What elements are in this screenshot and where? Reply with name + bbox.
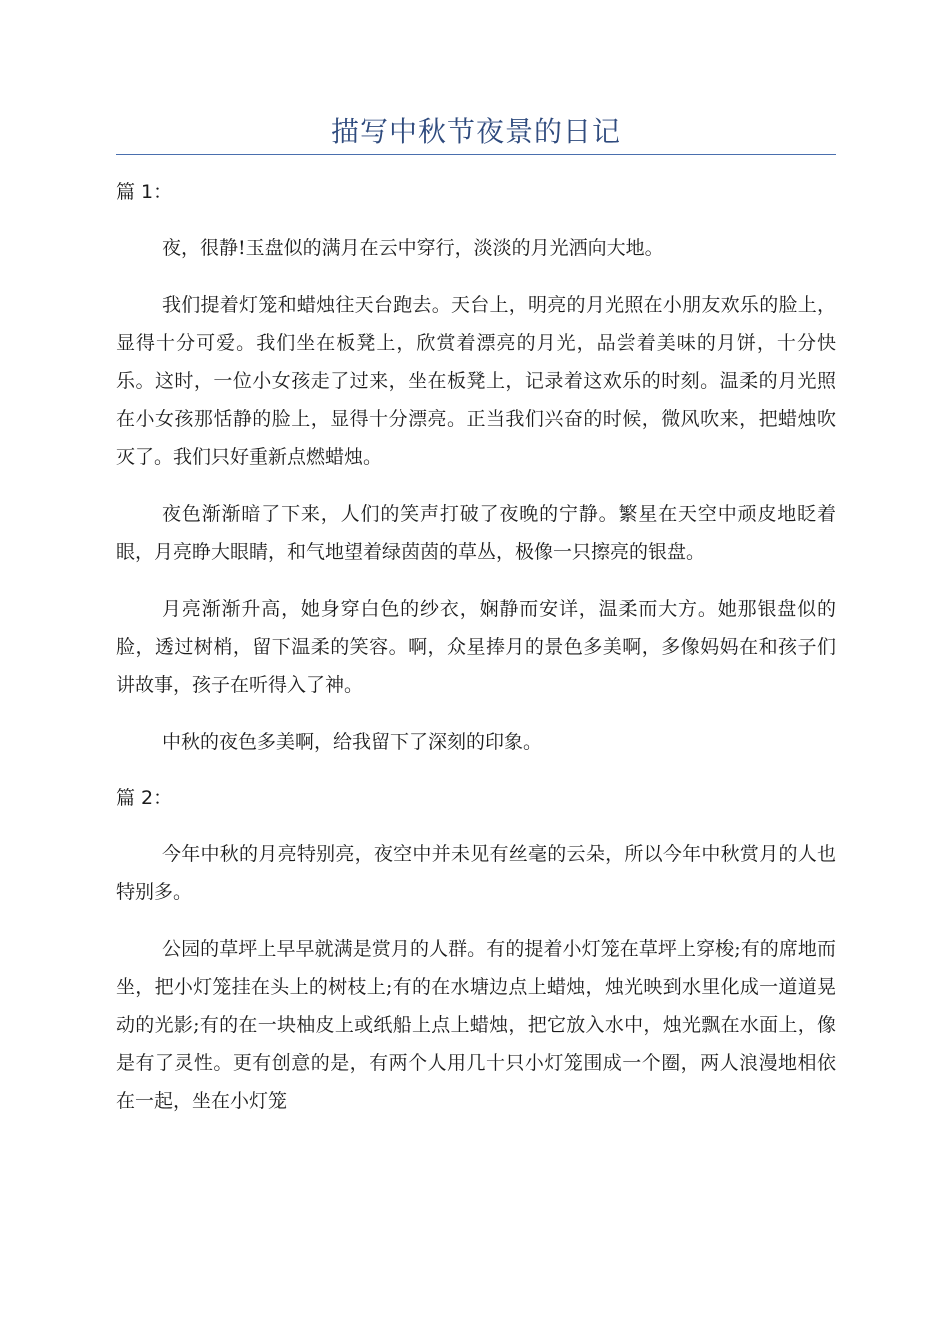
paragraph: 月亮渐渐升高，她身穿白色的纱衣，娴静而安详，温柔而大方。她那银盘似的脸，透过树梢，留下温柔的笑容。啊，众星捧月的景色多美啊，多像妈妈在和孩子们讲故事，孩子在听得入了神。 xyxy=(116,598,836,696)
paragraph: 中秋的夜色多美啊，给我留下了深刻的印象。 xyxy=(162,731,543,753)
paragraph: 夜色渐渐暗了下来，人们的笑声打破了夜晚的宁静。繁星在天空中顽皮地眨着眼，月亮睁大眼睛，和气地望着绿茵茵的草丛，极像一只擦亮的银盘。 xyxy=(116,503,836,563)
paragraph: 夜，很静!玉盘似的满月在云中穿行，淡淡的月光洒向大地。 xyxy=(162,237,664,259)
section-1 xyxy=(116,174,836,761)
section-2 xyxy=(116,780,836,1120)
paragraph: 我们提着灯笼和蜡烛往天台跑去。天台上，明亮的月光照在小朋友欢乐的脸上，显得十分可爱。我们坐在板凳上，欣赏着漂亮的月光，品尝着美味的月饼，十分快乐。这时，一位小女孩走了过来，坐在板凳上，记录着这欢乐的时刻。温柔的月光照在小女孩那恬静的脸上，显得十分漂亮。正当我们兴奋的时候，微风吹来，把蜡烛吹灭了。我们只好重新点燃蜡烛。 xyxy=(116,294,836,468)
section-heading: 篇 2： xyxy=(116,787,173,809)
title-underline xyxy=(116,154,836,155)
document-body xyxy=(116,174,836,1139)
document-title: 描写中秋节夜景的日记 xyxy=(330,115,621,148)
paragraph: 今年中秋的月亮特别亮，夜空中并未见有丝毫的云朵，所以今年中秋赏月的人也特别多。 xyxy=(116,843,836,903)
section-heading: 篇 1： xyxy=(116,181,173,203)
paragraph: 公园的草坪上早早就满是赏月的人群。有的提着小灯笼在草坪上穿梭;有的席地而坐，把小灯笼挂在头上的树枝上;有的在水塘边点上蜡烛，烛光映到水里化成一道道晃动的光影;有的在一块柚皮上或纸船上点上蜡烛，把它放入水中，烛光飘在水面上，像是有了灵性。更有创意的是，有两个人用几十只小灯笼围成一个圈，两人浪漫地相依在一起，坐在小灯笼 xyxy=(116,938,836,1112)
